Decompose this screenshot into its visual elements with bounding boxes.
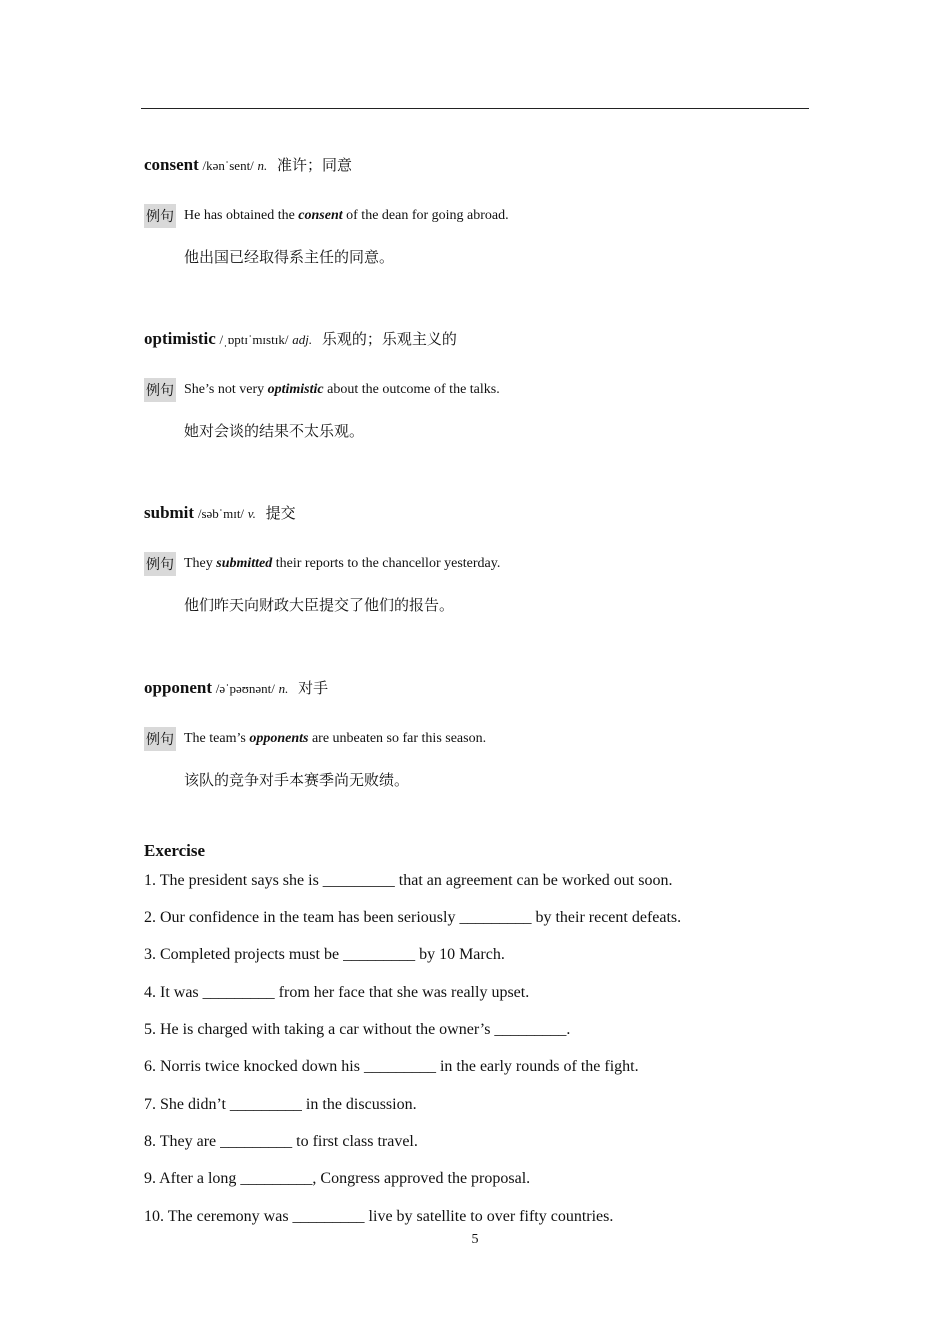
example-keyword: opponents	[249, 731, 309, 746]
entry-word: submit	[144, 503, 195, 522]
entry-headline	[144, 677, 804, 698]
entry-meaning: 乐观的；乐观主义的	[321, 330, 457, 348]
header-rule	[141, 108, 809, 109]
example-sentence	[144, 727, 486, 751]
entry-word: optimistic	[144, 329, 216, 348]
entry-phonetic: /əˈpəʊnənt/	[215, 681, 275, 696]
entry-pos: n.	[278, 681, 289, 696]
exercise-title: Exercise	[144, 841, 206, 860]
exercise-item: 5. He is charged with taking a car without the owner’s _________.	[144, 1021, 571, 1038]
vocab-entry-consent	[144, 154, 804, 266]
entry-meaning: 对手	[298, 679, 329, 697]
entry-word: opponent	[144, 678, 213, 697]
entry-pos: n.	[257, 158, 268, 173]
example-text: They submitted their reports to the chancellor yesterday.	[184, 556, 501, 571]
example-keyword: optimistic	[267, 382, 324, 397]
page-number: 5	[471, 1232, 479, 1247]
entry-pos: adj.	[292, 332, 313, 347]
exercise-item: 3. Completed projects must be _________ by 10 March.	[144, 946, 505, 963]
vocab-entry-submit	[144, 502, 804, 614]
example-tag: 例句	[144, 727, 176, 751]
entry-headline	[144, 154, 804, 175]
example-tag: 例句	[144, 378, 176, 402]
vocab-entry-opponent	[144, 677, 804, 789]
exercise-item: 1. The president says she is _________ that an agreement can be worked out soon.	[144, 872, 673, 889]
example-sentence	[144, 552, 500, 576]
example-text: The team’s opponents are unbeaten so far this season.	[184, 731, 487, 746]
exercise-item: 7. She didn’t _________ in the discussion.	[144, 1096, 417, 1113]
entry-phonetic: /kənˈsent/	[202, 158, 254, 173]
exercise-item: 10. The ceremony was _________ live by satellite to over fifty countries.	[144, 1208, 614, 1225]
entry-meaning: 提交	[265, 504, 296, 522]
example-keyword: submitted	[216, 556, 273, 571]
vocab-entry-optimistic	[144, 328, 804, 440]
example-sentence	[144, 204, 509, 228]
example-text: She’s not very optimistic about the outcome of the talks.	[184, 382, 500, 397]
example-translation: 他出国已经取得系主任的同意。	[184, 248, 395, 266]
example-translation: 她对会谈的结果不太乐观。	[184, 422, 365, 440]
exercise-item: 2. Our confidence in the team has been seriously _________ by their recent defeats.	[144, 909, 682, 926]
exercise-item: 4. It was _________ from her face that she was really upset.	[144, 984, 530, 1001]
entry-headline	[144, 328, 804, 349]
example-translation: 他们昨天向财政大臣提交了他们的报告。	[184, 596, 455, 614]
example-keyword: consent	[298, 208, 343, 223]
exercise-item: 9. After a long _________, Congress approved the proposal.	[144, 1170, 531, 1187]
exercise-item: 6. Norris twice knocked down his _________ in the early rounds of the fight.	[144, 1058, 639, 1075]
entry-phonetic: /səbˈmɪt/	[197, 506, 245, 521]
entry-meaning: 准许；同意	[277, 156, 353, 174]
example-text: He has obtained the consent of the dean for going abroad.	[184, 208, 509, 223]
example-translation: 该队的竞争对手本赛季尚无败绩。	[184, 771, 410, 789]
entry-word: consent	[144, 155, 199, 174]
entry-pos: v.	[247, 506, 256, 521]
exercise-item: 8. They are _________ to first class travel.	[144, 1133, 418, 1150]
entry-phonetic: /ˌɒptɪˈmɪstɪk/	[219, 332, 289, 347]
example-sentence	[144, 378, 500, 402]
example-tag: 例句	[144, 552, 176, 576]
entry-headline	[144, 502, 804, 523]
example-tag: 例句	[144, 204, 176, 228]
